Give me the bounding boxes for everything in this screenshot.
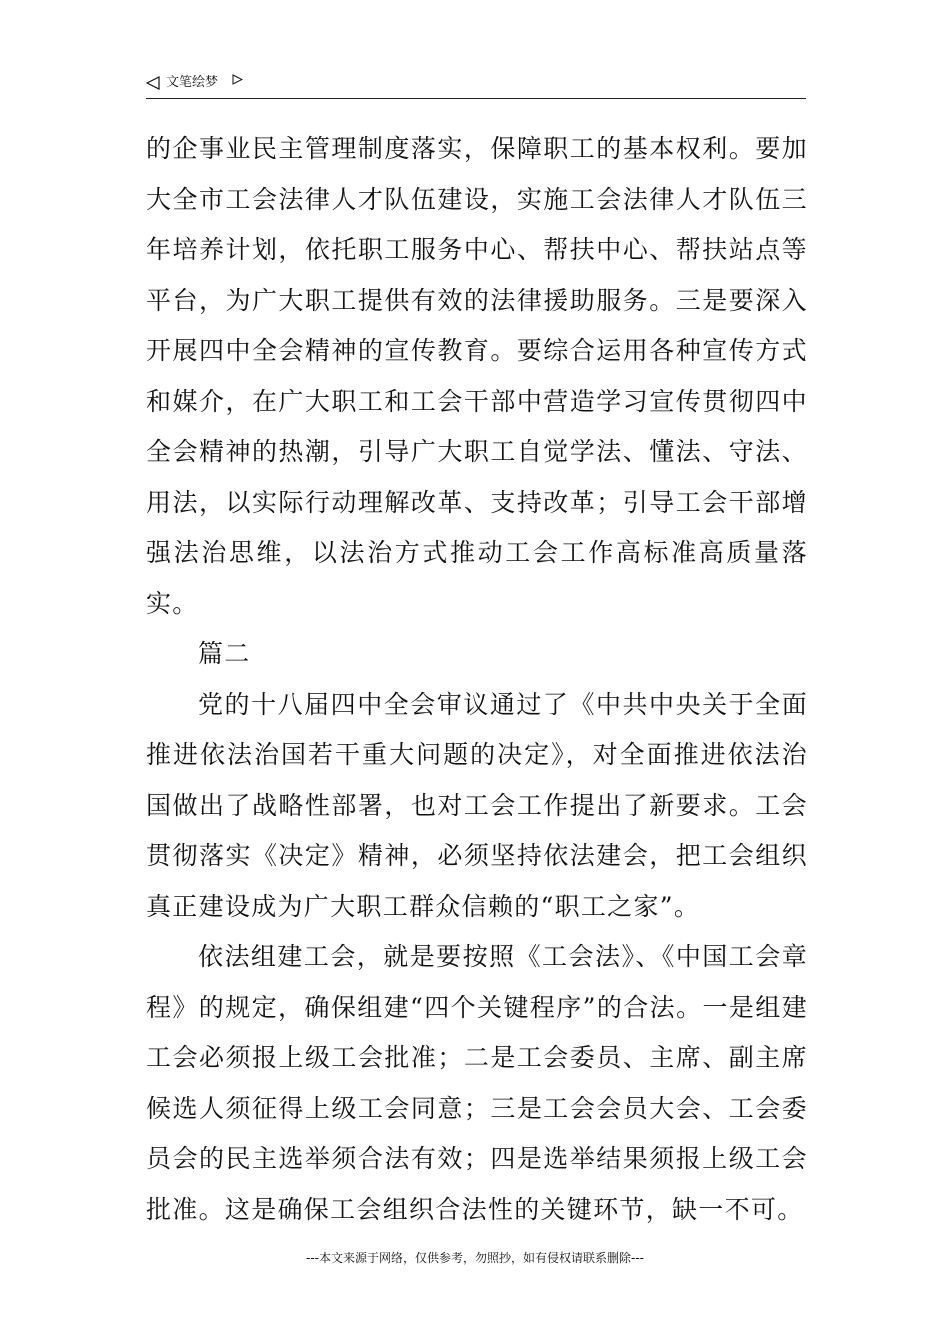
document-body (146, 124, 808, 1235)
paragraph: 党的十八届四中全会审议通过了《中共中央关于全面推进依法治国若干重大问题的决定》，对全面推进依法治国做出了战略性部署，也对工会工作提出了新要求。工会贯彻落实《决定》精神，必须坚持依法建会，把工会组织真正建设成为广大职工群众信赖的“职工之家”。 (146, 689, 808, 921)
paragraph: 依法组建工会，就是要按照《工会法》、《中国工会章程》的规定，确保组建“四个关键程序”的合法。一是组建工会必须报上级工会批准；二是工会委员、主席、副主席候选人须征得上级工会同意；三是工会会员大会、工会委员会的民主选举须合法有效；四是选举结果须报上级工会批准。这是确保工会组织合法性的关键环节，缺一不可。 (146, 942, 808, 1224)
page-header (146, 72, 806, 99)
header-title: 文笔绘梦 (166, 75, 219, 90)
section-heading: 篇二 (198, 639, 251, 668)
triangle-right-icon (232, 74, 243, 85)
footer-disclaimer: ---本文来源于网络，仅供参考，勿照抄，如有侵权请联系删除--- (306, 1251, 644, 1265)
triangle-left-icon (146, 76, 160, 90)
paragraph-continued: 的企事业民主管理制度落实，保障职工的基本权利。要加大全市工会法律人才队伍建设，实施工会法律人才队伍三年培养计划，依托职工服务中心、帮扶中心、帮扶站点等平台，为广大职工提供有效的法律援助服务。三是要深入开展四中全会精神的宣传教育。要综合运用各种宣传方式和媒介，在广大职工和工会干部中营造学习宣传贯彻四中全会精神的热潮，引导广大职工自觉学法、懂法、守法、用法，以实际行动理解改革、支持改革；引导工会干部增强法治思维，以法治方式推动工会工作高标准高质量落实。 (146, 134, 808, 618)
